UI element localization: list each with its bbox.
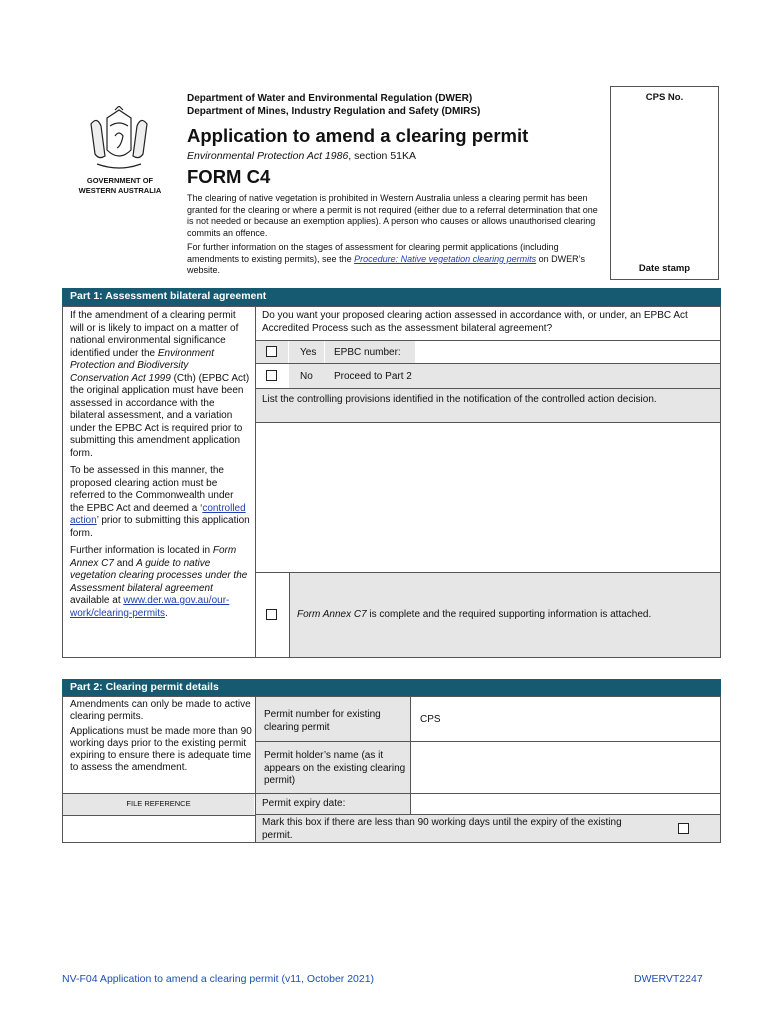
logo-caption (62, 176, 178, 195)
mark-box-statement: Mark this box if there are less than 90 working days until the expiry of the existing permit. (262, 817, 622, 841)
department-dwer: Department of Water and Environmental Regulation (DWER) (187, 93, 473, 104)
part2-left-info (70, 699, 252, 774)
department-dmirs: Department of Mines, Industry Regulation and Safety (DMIRS) (187, 106, 481, 117)
permit-number-input[interactable]: CPS (420, 714, 441, 725)
date-stamp-label: Date stamp (638, 263, 691, 274)
divider (62, 793, 255, 794)
epbc-number-label: EPBC number: (334, 347, 401, 358)
part2-left-paragraph-2: Applications must be made more than 90 working days prior to the existing permit expiring to ensure there is adequate time to assess the amendment. (70, 726, 252, 773)
part1-left-paragraph-1-text: If the amendment of a clearing permit will or is likely to impact on a matter of national environmental significance identified under the (70, 310, 239, 359)
logo-caption-line2: WESTERN AUSTRALIA (78, 185, 162, 195)
intro-text (187, 193, 605, 280)
yes-checkbox[interactable] (266, 346, 277, 357)
form-annex-c7-ref: Form Annex C7 (70, 545, 237, 569)
part2-left-paragraph-1: Amendments can only be made to active clearing permits. (70, 699, 251, 722)
part1-heading: Part 1: Assessment bilateral agreement (62, 288, 721, 306)
part1-left-paragraph-3-text: Further information is located in (70, 545, 213, 556)
annex-c7-checkbox[interactable] (266, 609, 277, 620)
part1-left-paragraph-3-available: available at (70, 595, 124, 606)
part1-left-paragraph-2-text: To be assessed in this manner, the proposed clearing action must be referred to the Commonwealth under the EPBC Act and deemed a ‘ (70, 465, 234, 514)
der-website-link[interactable]: www.der.wa.gov.au/our-work/clearing-permits (70, 595, 230, 619)
part2-heading: Part 2: Clearing permit details (62, 679, 721, 696)
controlled-action-link[interactable]: controlled action (70, 502, 246, 526)
act-reference (187, 150, 416, 162)
controlling-provisions-label: List the controlling provisions identified in the notification of the controlled action decision. (262, 394, 657, 405)
form-label: FORM C4 (187, 166, 271, 187)
department-names (187, 92, 480, 118)
controlling-provisions-input[interactable] (256, 423, 720, 571)
part1-left-paragraph-1-text-end: (Cth) (EPBC Act) the original application must have been assessed in accordance with the bilateral assessment, and a variation under the EPBC Act is required prior to submitting this amendment application form. (70, 372, 250, 459)
annex-c7-name: Form Annex C7 (297, 609, 367, 620)
holder-name-label: Permit holder’s name (as it appears on the existing clearing permit) (264, 750, 406, 786)
part1-left-paragraph-2-text-end: ’ prior to submitting this application form. (70, 515, 250, 539)
part1-left-info (70, 310, 250, 620)
intro-paragraph-2-suffix: on DWER’s website. (187, 253, 586, 275)
less-than-90-days-checkbox[interactable] (678, 823, 689, 834)
footer-code: DWERVT2247 (634, 973, 703, 985)
intro-paragraph-1: The clearing of native vegetation is prohibited in Western Australia unless a clearing permit has been granted for the clearing or where a permit is not required (either due to a referral determination that one is not needed or because an exemption applies). A person who causes or allows unauthorised clearing commits an offence. (187, 193, 598, 238)
file-reference-input[interactable] (63, 816, 254, 842)
footer-document-reference: NV-F04 Application to amend a clearing permit (v11, October 2021) (62, 973, 375, 985)
page-title: Application to amend a clearing permit (187, 125, 529, 146)
part1-left-paragraph-1 (70, 310, 250, 460)
procedure-link[interactable]: Procedure: Native vegetation clearing permits (354, 253, 537, 264)
intro-paragraph-2 (187, 242, 605, 277)
act-section: , section 51KA (348, 150, 417, 162)
epbc-number-input[interactable] (416, 341, 720, 363)
cps-date-stamp-box (610, 86, 719, 280)
act-name: Environmental Protection Act 1986 (187, 150, 349, 162)
no-checkbox[interactable] (266, 370, 277, 381)
part1-left-paragraph-3-and: and (113, 557, 137, 569)
expiry-date-label: Permit expiry date: (262, 798, 346, 809)
epbc-act-name: Environment Protection and Biodiversity Conservation Act 1999 (70, 347, 214, 384)
yes-label: Yes (300, 347, 317, 358)
proceed-to-part2-label: Proceed to Part 2 (334, 371, 412, 382)
cps-no-label: CPS No. (645, 92, 684, 103)
no-label: No (300, 371, 313, 382)
logo-caption-line1: GOVERNMENT OF (86, 176, 154, 185)
annex-c7-text: is complete and the required supporting information is attached. (366, 609, 652, 620)
permit-number-label: Permit number for existing clearing permit (264, 709, 381, 733)
epbc-question: Do you want your proposed clearing action assessed in accordance with, or under, an EPBC Act Accredited Process such as the assessment bilateral agreement? (262, 310, 688, 334)
holder-name-input[interactable] (411, 742, 720, 793)
expiry-date-input[interactable] (411, 794, 720, 814)
part1-left-paragraph-3 (70, 545, 250, 620)
part1-left-paragraph-2 (70, 465, 250, 540)
part1-left-paragraph-3-end: . (165, 607, 168, 619)
guide-title: A guide to native vegetation clearing processes under the Assessment bilateral agreement (70, 557, 248, 594)
file-reference-label: FILE REFERENCE (126, 799, 191, 808)
intro-paragraph-2-prefix: For further information on the stages of assessment for clearing permit applications (including amendments to existing permits), see the (187, 242, 559, 264)
annex-c7-statement (297, 609, 717, 622)
